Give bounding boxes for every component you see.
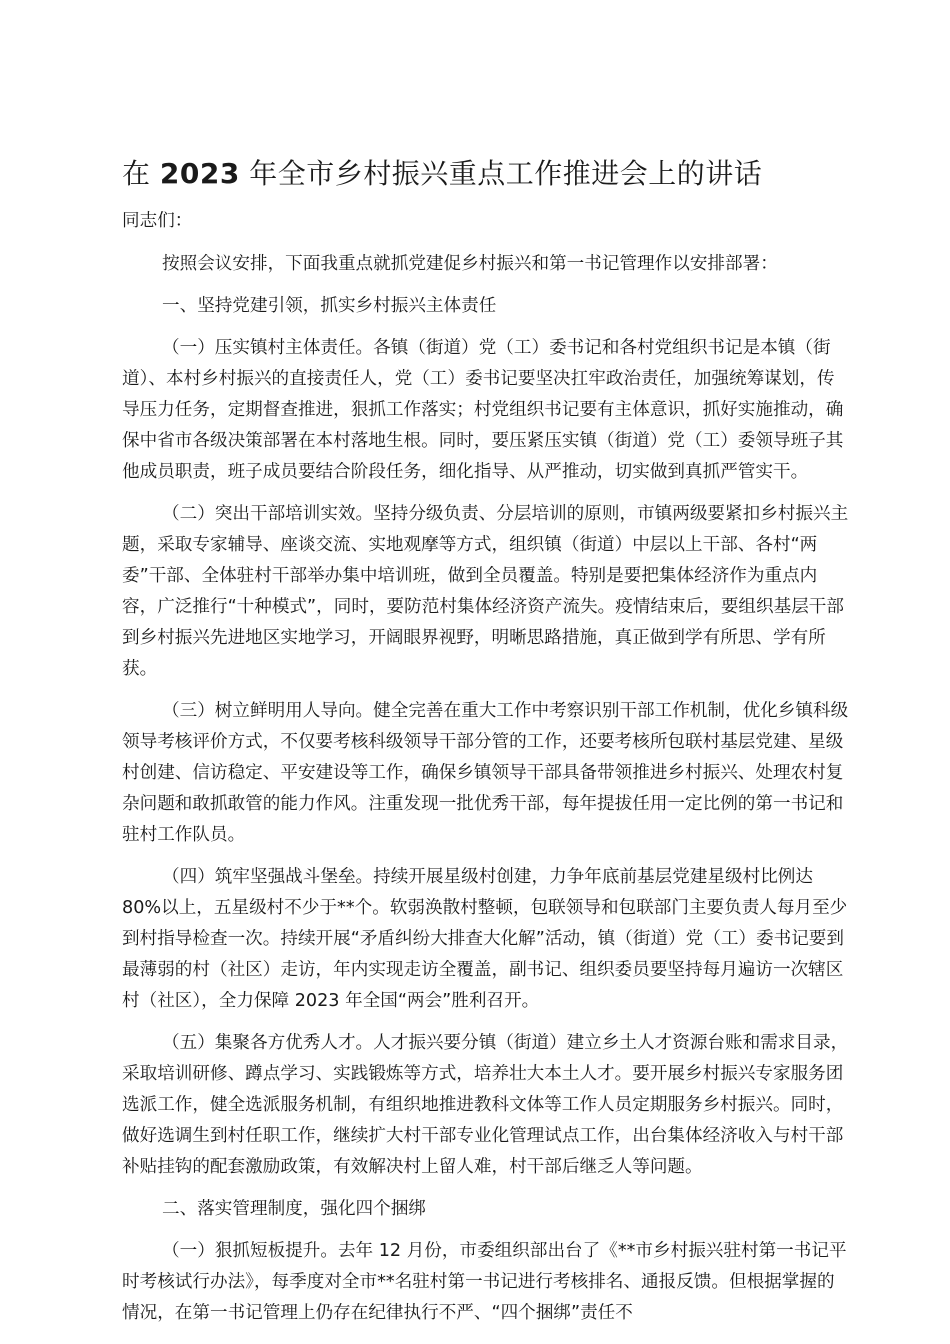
section-1-paragraph-5: （五）集聚各方优秀人才。人才振兴要分镇（街道）建立乡土人才资源台账和需求目录，采取培训研修、蹲点学习、实践锻炼等方式，培养壮大本土人才。要开展乡村振兴专家服务团选派工作，健全选派服务机制，有组织地推进教科文体等工作人员定期服务乡村振兴。同时，做好选调生到村任职工作，继续扩大村干部专业化管理试点工作，出台集体经济收入与村干部补贴挂钩的配套激励政策，有效解决村上留人难，村干部后继乏人等问题。	[122, 1033, 849, 1177]
section-1-paragraph-4: （四）筑牢坚强战斗堡垒。持续开展星级村创建，力争年底前基层党建星级村比例达 80%以上，五星级村不少于**个。软弱涣散村整顿，包联领导和包联部门主要负责人每月至少到村指导检查一次。持续开展“矛盾纠纷大排查大化解”活动，镇（街道）党（工）委书记要到最薄弱的村（社区）走访，年内实现走访全覆盖，副书记、组织委员要坚持每月遍访一次辖区村（社区），全力保障 2023 年全国“两会”胜利召开。	[122, 867, 848, 1011]
section-2-paragraph-1: （一）狠抓短板提升。去年 12 月份，市委组织部出台了《**市乡村振兴驻村第一书记平时考核试行办法》，每季度对全市**名驻村第一书记进行考核排名、通报反馈。但根据掌握的情况，在第一书记管理上仍存在纪律执行不严、“四个捆绑”责任不	[122, 1241, 847, 1323]
document-body	[122, 206, 852, 1340]
title-prefix: 在	[122, 157, 160, 190]
salutation: 同志们：	[122, 211, 193, 231]
title-suffix: 年全市乡村振兴重点工作推进会上的讲话	[239, 157, 763, 190]
section-2-heading: 二、落实管理制度，强化四个捆绑	[162, 1199, 426, 1219]
section-1-heading: 一、坚持党建引领，抓实乡村振兴主体责任	[162, 296, 497, 316]
intro-paragraph: 按照会议安排，下面我重点就抓党建促乡村振兴和第一书记管理作以安排部署：	[162, 254, 778, 274]
document-title	[122, 154, 842, 194]
section-1-paragraph-1: （一）压实镇村主体责任。各镇（街道）党（工）委书记和各村党组织书记是本镇（街道）、本村乡村振兴的直接责任人，党（工）委书记要坚决扛牢政治责任，加强统筹谋划，传导压力任务，定期督查推进，狠抓工作落实；村党组织书记要有主体意识，抓好实施推动，确保中省市各级决策部署在本村落地生根。同时，要压紧压实镇（街道）党（工）委领导班子其他成员职责，班子成员要结合阶段任务，细化指导、从严推动，切实做到真抓严管实干。	[122, 338, 844, 482]
title-year: 2023	[159, 157, 240, 190]
section-1-paragraph-2: （二）突出干部培训实效。坚持分级负责、分层培训的原则，市镇两级要紧扣乡村振兴主题，采取专家辅导、座谈交流、实地观摩等方式，组织镇（街道）中层以上干部、各村“两委”干部、全体驻村干部举办集中培训班，做到全员覆盖。特别是要把集体经济作为重点内容，广泛推行“十种模式”，同时，要防范村集体经济资产流失。疫情结束后，要组织基层干部到乡村振兴先进地区实地学习，开阔眼界视野，明晰思路措施，真正做到学有所思、学有所获。	[122, 504, 849, 679]
section-1-paragraph-3: （三）树立鲜明用人导向。健全完善在重大工作中考察识别干部工作机制，优化乡镇科级领导考核评价方式，不仅要考核科级领导干部分管的工作，还要考核所包联村基层党建、星级村创建、信访稳定、平安建设等工作，确保乡镇领导干部具备带领推进乡村振兴、处理农村复杂问题和敢抓敢管的能力作风。注重发现一批优秀干部，每年提拔任用一定比例的第一书记和驻村工作队员。	[122, 701, 849, 845]
